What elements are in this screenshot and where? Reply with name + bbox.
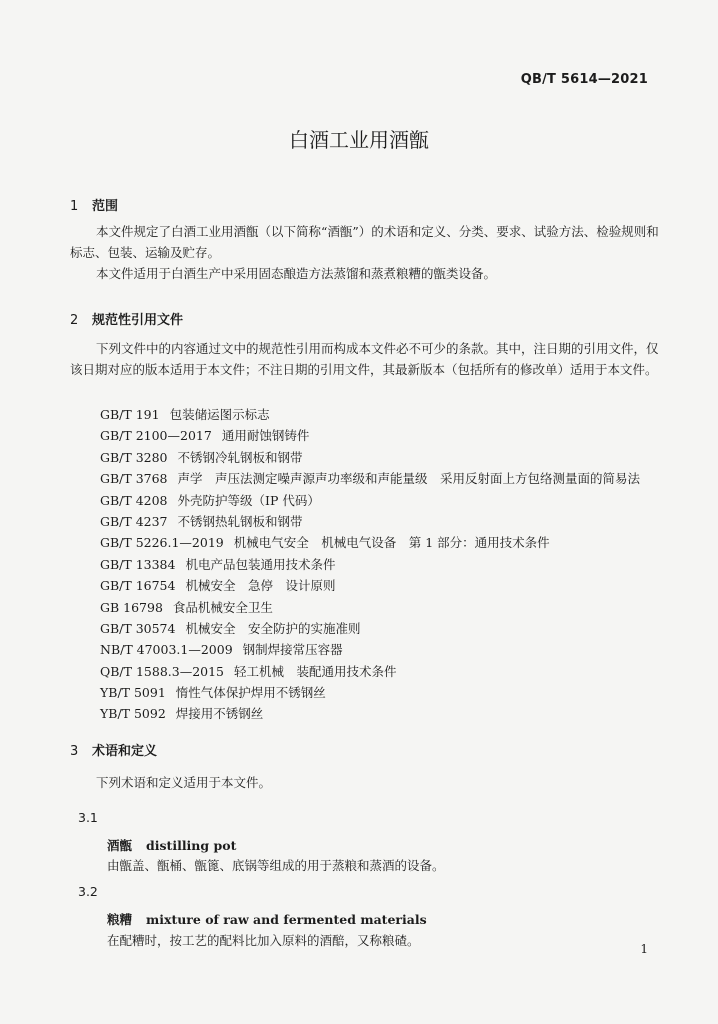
section-number: 1 [70, 199, 79, 214]
term-entry [107, 836, 236, 854]
reference-name: 声学 声压法测定噪声源声功率级和声能量级 采用反射面上方包络测量面的简易法 [177, 471, 641, 487]
term-definition: 由甑盖、甑桶、甑篦、底锅等组成的用于蒸粮和蒸酒的设备。 [107, 858, 445, 873]
section-2-heading [70, 309, 183, 328]
reference-name: 外壳防护等级（IP 代码） [177, 492, 320, 508]
reference-code: QB/T 1588.3—2015 [100, 663, 225, 679]
section-title: 术语和定义 [92, 744, 158, 759]
section-number: 2 [70, 313, 79, 328]
reference-name: 焊接用不锈钢丝 [175, 706, 264, 722]
reference-item [100, 447, 640, 468]
reference-item [100, 425, 640, 446]
standard-code: QB/T 5614—2021 [520, 72, 648, 87]
scope-paragraph-2: 本文件适用于白酒生产中采用固态酿造方法蒸馏和蒸煮粮糟的甑类设备。 [96, 266, 497, 281]
document-title: 白酒工业用酒甑 [289, 128, 429, 152]
term-english: mixture of raw and fermented materials [146, 912, 427, 927]
term-chinese: 粮糟 [107, 912, 133, 927]
reference-name: 钢制焊接常压容器 [242, 642, 343, 658]
reference-code: GB/T 191 [100, 407, 160, 422]
reference-item [100, 618, 640, 639]
term-definition: 在配糟时，按工艺的配料比加入原料的酒醅，又称粮碴。 [107, 933, 420, 948]
terms-intro: 下列术语和定义适用于本文件。 [96, 775, 272, 790]
reference-item [100, 404, 640, 425]
reference-code: YB/T 5091 [100, 685, 166, 701]
reference-item [100, 554, 640, 575]
page-number: 1 [640, 942, 648, 956]
reference-name: 惰性气体保护焊用不锈钢丝 [175, 685, 326, 701]
reference-item [100, 532, 640, 553]
section-1-heading [70, 195, 118, 214]
term-entry [107, 910, 427, 928]
reference-code: GB/T 3768 [100, 471, 168, 487]
term-chinese: 酒甑 [107, 838, 133, 853]
reference-code: GB/T 2100—2017 [100, 428, 212, 444]
reference-code: GB/T 30574 [100, 620, 176, 636]
reference-name: 食品机械安全卫生 [172, 599, 273, 615]
reference-code: GB/T 16754 [100, 578, 176, 594]
section-number: 3 [70, 744, 79, 759]
reference-item [100, 682, 640, 703]
references-intro: 下列文件中的内容通过文中的规范性引用而构成本文件必不可少的条款。其中，注日期的引用文件，仅该日期对应的版本适用于本文件；不注日期的引用文件，其最新版本（包括所有的修改单）适用于本文件。 [70, 341, 659, 377]
clause-number: 3.1 [78, 810, 98, 825]
scope-paragraph-1: 本文件规定了白酒工业用酒甑（以下简称“酒甑”）的术语和定义、分类、要求、试验方法、检验规则和标志、包装、运输及贮存。 [70, 224, 659, 260]
reference-item [100, 639, 640, 660]
reference-code: NB/T 47003.1—2009 [100, 642, 233, 658]
reference-item [100, 511, 640, 532]
reference-code: GB/T 13384 [100, 556, 176, 572]
reference-name: 通用耐蚀钢铸件 [221, 428, 310, 444]
reference-code: GB/T 3280 [100, 449, 168, 465]
reference-name: 不锈钢冷轧钢板和钢带 [177, 449, 303, 465]
reference-code: YB/T 5092 [100, 706, 166, 722]
term-english: distilling pot [146, 838, 237, 853]
normative-references-list [100, 404, 640, 725]
reference-item [100, 661, 640, 682]
reference-item [100, 490, 640, 511]
reference-name: 机械安全 急停 设计原则 [185, 578, 336, 594]
reference-code: GB/T 4237 [100, 513, 168, 529]
reference-name: 机械电气安全 机械电气设备 第 1 部分：通用技术条件 [233, 535, 550, 551]
reference-code: GB 16798 [100, 599, 163, 615]
reference-item [100, 468, 640, 489]
section-3-heading [70, 740, 157, 759]
reference-code: GB/T 4208 [100, 492, 168, 508]
reference-code: GB/T 5226.1—2019 [100, 535, 224, 551]
reference-name: 机电产品包装通用技术条件 [185, 556, 336, 572]
section-title: 规范性引用文件 [92, 313, 184, 328]
reference-name: 不锈钢热轧钢板和钢带 [177, 513, 303, 529]
reference-name: 机械安全 安全防护的实施准则 [185, 620, 361, 636]
reference-item [100, 597, 640, 618]
section-title: 范围 [92, 199, 119, 214]
reference-name: 轻工机械 装配通用技术条件 [234, 663, 397, 679]
clause-number: 3.2 [78, 884, 98, 899]
reference-item [100, 575, 640, 596]
reference-item [100, 703, 640, 724]
reference-name: 包装储运图示标志 [169, 407, 270, 422]
